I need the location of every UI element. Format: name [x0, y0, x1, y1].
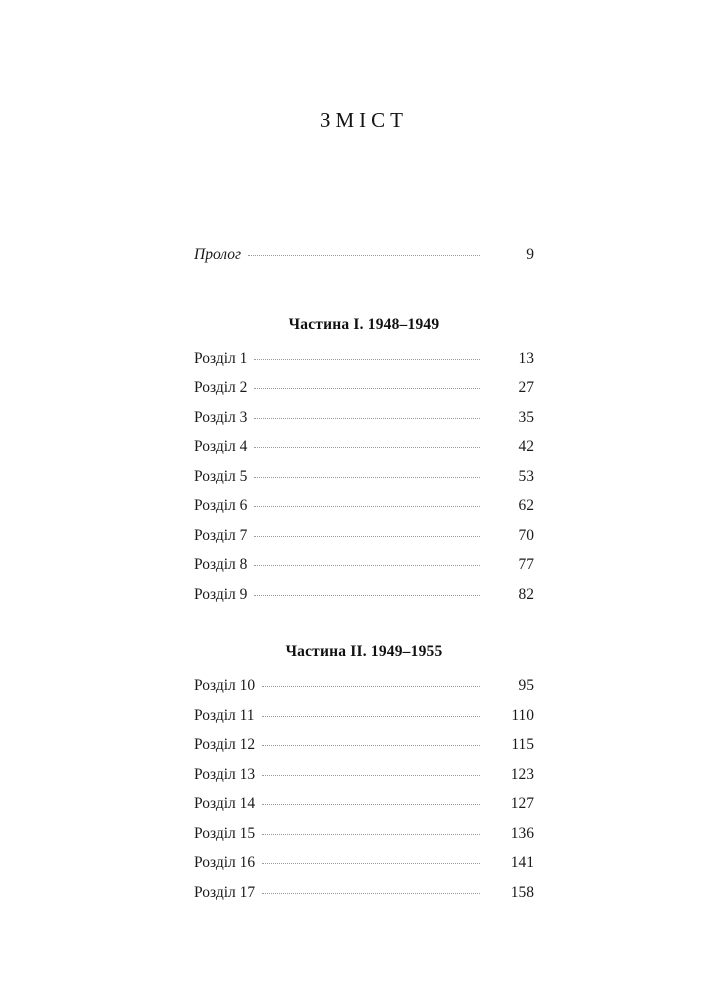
toc-entry[interactable] [194, 795, 534, 825]
dot-leader [254, 564, 480, 566]
toc-entry-page: 35 [518, 408, 534, 426]
toc-entry-page: 70 [518, 526, 534, 544]
toc-entry-page: 158 [510, 883, 534, 901]
dot-leader [262, 803, 480, 805]
dot-leader [262, 685, 480, 687]
toc-entry[interactable] [194, 707, 534, 737]
toc-entry[interactable] [194, 379, 534, 409]
toc-entry-page: 95 [518, 677, 534, 694]
toc-entry-page: 115 [511, 736, 534, 753]
dot-leader [254, 535, 480, 537]
toc-entry[interactable] [194, 409, 534, 439]
toc-entry-label: Розділ 7 [194, 526, 248, 544]
toc-entry-page: 53 [518, 467, 534, 485]
toc-entry-label: Розділ 2 [194, 379, 248, 396]
toc-entry-page: 77 [518, 556, 534, 573]
toc-entry-label: Розділ 9 [194, 585, 248, 603]
toc-entry[interactable] [194, 438, 534, 468]
dot-leader [262, 862, 480, 864]
toc-entry-label: Розділ 5 [194, 467, 248, 485]
page-title: ЗМІСТ [319, 108, 409, 132]
dot-leader [254, 446, 480, 448]
spacer [194, 334, 534, 350]
spacer [194, 288, 534, 316]
dot-leader [262, 774, 480, 776]
dot-leader [254, 387, 480, 389]
toc-entry-page: 127 [510, 795, 534, 812]
toc-entry-label: Розділ 17 [194, 883, 256, 901]
toc-entry-page: 123 [510, 765, 534, 783]
toc-entry-label: Розділ 16 [194, 854, 256, 871]
toc-entry-label: Розділ 14 [194, 795, 256, 812]
dot-leader [254, 505, 480, 507]
toc-entry-label: Розділ 4 [194, 438, 248, 455]
toc-entry[interactable] [194, 527, 534, 557]
dot-leader [248, 254, 480, 256]
toc-entry-label: Розділ 3 [194, 408, 248, 426]
spacer [194, 276, 534, 288]
toc-entry[interactable] [194, 468, 534, 498]
toc-entry[interactable] [194, 884, 534, 914]
toc-entry-label: Розділ 10 [194, 677, 256, 694]
toc-entry[interactable] [194, 766, 534, 796]
part-heading-2: Частина II. 1949–1955 [285, 643, 443, 660]
toc-entry-label: Розділ 11 [194, 706, 255, 724]
toc-entry-page: 9 [526, 246, 534, 263]
dot-leader [262, 833, 480, 835]
spacer [194, 661, 534, 677]
dot-leader [262, 744, 480, 746]
table-of-contents [194, 246, 534, 913]
toc-entry-page: 82 [518, 585, 534, 603]
dot-leader [262, 715, 480, 717]
dot-leader [254, 476, 480, 478]
toc-entry-label: Пролог [194, 246, 242, 263]
toc-entry-page: 62 [518, 497, 534, 514]
toc-entry-page: 13 [518, 349, 534, 367]
toc-entry[interactable] [194, 736, 534, 766]
toc-entry[interactable] [194, 497, 534, 527]
toc-entry-label: Розділ 1 [194, 349, 248, 367]
toc-entry-page: 141 [510, 854, 534, 871]
toc-entry[interactable] [194, 350, 534, 380]
toc-entry[interactable] [194, 586, 534, 616]
toc-entry-prologue[interactable] [194, 246, 534, 276]
toc-entry-page: 27 [518, 379, 534, 396]
toc-entry[interactable] [194, 854, 534, 884]
toc-entry-label: Розділ 8 [194, 556, 248, 573]
toc-entry-label: Розділ 15 [194, 824, 256, 842]
dot-leader [262, 892, 480, 894]
toc-entry[interactable] [194, 677, 534, 707]
dot-leader [254, 417, 480, 419]
toc-entry[interactable] [194, 825, 534, 855]
toc-entry-page: 42 [518, 438, 534, 455]
dot-leader [254, 358, 480, 360]
toc-entry-page: 136 [510, 824, 534, 842]
toc-entry-page: 110 [511, 706, 534, 724]
spacer [194, 615, 534, 643]
part-heading-1: Частина I. 1948–1949 [288, 315, 440, 333]
toc-entry-label: Розділ 6 [194, 497, 248, 514]
toc-entry-label: Розділ 12 [194, 736, 256, 753]
dot-leader [254, 594, 480, 596]
toc-entry[interactable] [194, 556, 534, 586]
toc-entry-label: Розділ 13 [194, 765, 256, 783]
